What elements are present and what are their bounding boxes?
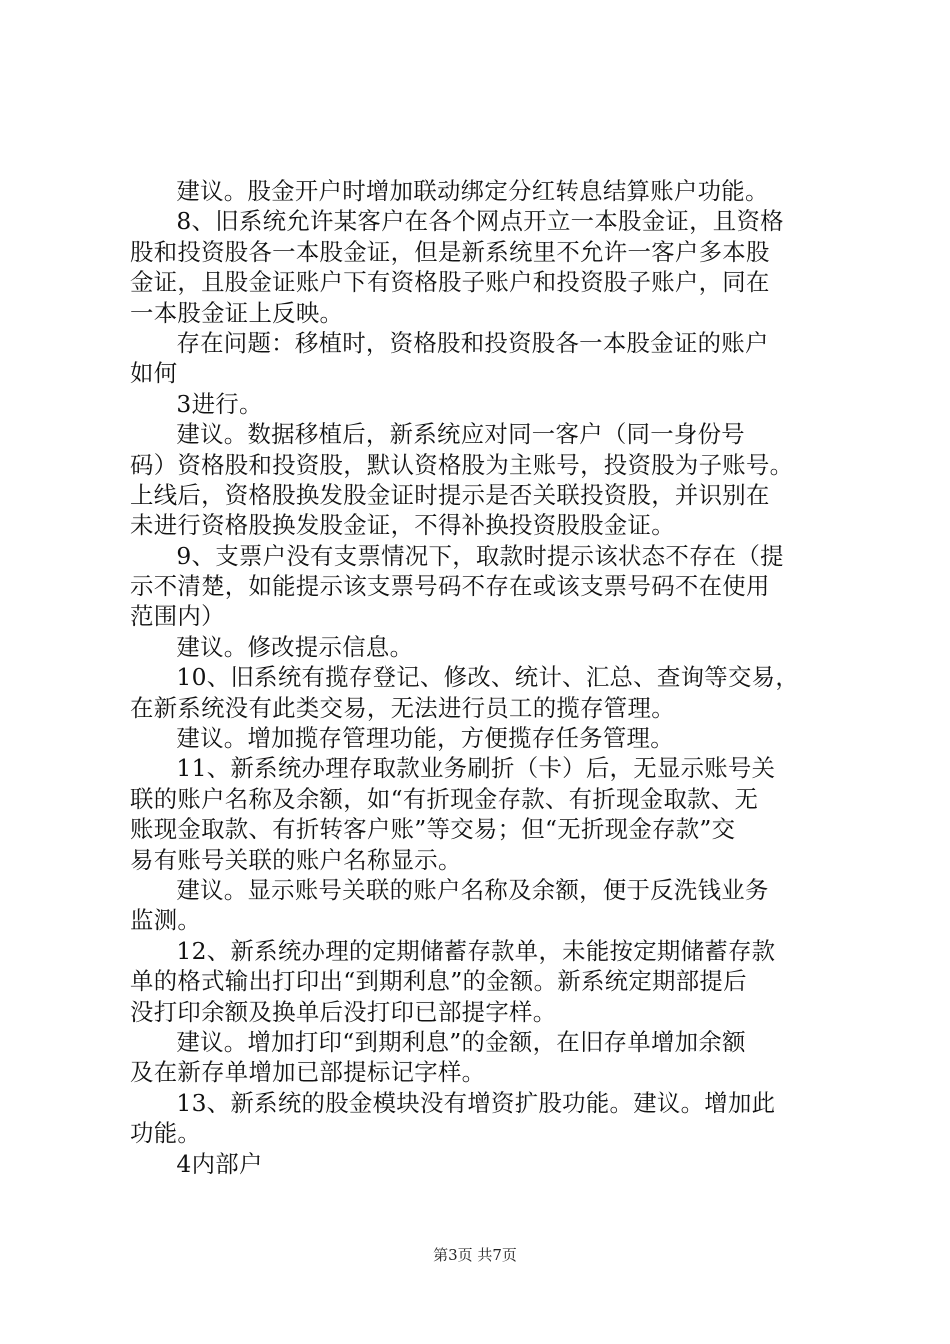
text-line: 13、新系统的股金模块没有增资扩股功能。建议。增加此 — [130, 1088, 776, 1117]
text-line: 3进行。 — [130, 389, 263, 418]
text-line: 在新系统没有此类交易，无法进行员工的揽存管理。 — [130, 693, 675, 722]
document-body — [130, 176, 830, 1179]
text-line: 10、旧系统有揽存登记、修改、统计、汇总、查询等交易， — [130, 663, 800, 692]
text-line: 9、支票户没有支票情况下，取款时提示该状态不存在（提 — [130, 541, 784, 570]
text-line: 建议。增加打印“到期利息”的金额，在旧存单增加余额 — [130, 1027, 746, 1056]
text-line: 单的格式输出打印出“到期利息”的金额。新系统定期部提后 — [130, 967, 747, 996]
text-line: 建议。修改提示信息。 — [130, 632, 414, 661]
text-line: 建议。增加揽存管理功能，方便揽存任务管理。 — [130, 724, 674, 753]
page-footer — [0, 1245, 950, 1265]
text-line: 如何 — [130, 359, 178, 388]
text-line: 11、新系统办理存取款业务刷折（卡）后，无显示账号关 — [130, 754, 776, 783]
text-line: 金证，且股金证账户下有资格股子账户和投资股子账户，同在 — [130, 268, 770, 297]
text-line: 存在问题：移植时，资格股和投资股各一本股金证的账户 — [130, 328, 769, 357]
text-line: 未进行资格股换发股金证，不得补换投资股股金证。 — [130, 511, 675, 540]
text-line: 建议。数据移植后，新系统应对同一客户（同一身份号 — [130, 420, 745, 449]
text-line: 联的账户名称及余额，如“有折现金存款、有折现金取款、无 — [130, 784, 759, 813]
text-line: 功能。 — [130, 1119, 202, 1148]
text-line: 上线后，资格股换发股金证时提示是否关联投资股，并识别在 — [130, 480, 770, 509]
page-number: 第3页 共7页 — [433, 1246, 517, 1264]
text-line: 没打印余额及换单后没打印已部提字样。 — [130, 997, 557, 1026]
text-line: 一本股金证上反映。 — [130, 298, 344, 327]
text-line: 账现金取款、有折转客户账”等交易；但“无折现金存款”交 — [130, 815, 736, 844]
text-line: 8、旧系统允许某客户在各个网点开立一本股金证，且资格 — [130, 207, 784, 236]
text-line: 4内部户 — [130, 1149, 263, 1178]
text-line: 12、新系统办理的定期储蓄存款单，未能按定期储蓄存款 — [130, 936, 776, 965]
text-line: 建议。显示账号关联的账户名称及余额，便于反洗钱业务 — [130, 875, 769, 904]
text-line: 及在新存单增加已部提标记字样。 — [130, 1058, 486, 1087]
text-line: 范围内） — [130, 602, 225, 631]
text-line: 建议。股金开户时增加联动绑定分红转息结算账户功能。 — [130, 177, 769, 205]
text-line: 监测。 — [130, 906, 202, 935]
text-line: 示不清楚，如能提示该支票号码不存在或该支票号码不在使用 — [130, 572, 770, 601]
text-line: 股和投资股各一本股金证，但是新系统里不允许一客户多本股 — [130, 237, 770, 266]
text-line: 易有账号关联的账户名称显示。 — [130, 845, 462, 874]
text-line: 码）资格股和投资股，默认资格股为主账号，投资股为子账号。 — [130, 450, 794, 479]
